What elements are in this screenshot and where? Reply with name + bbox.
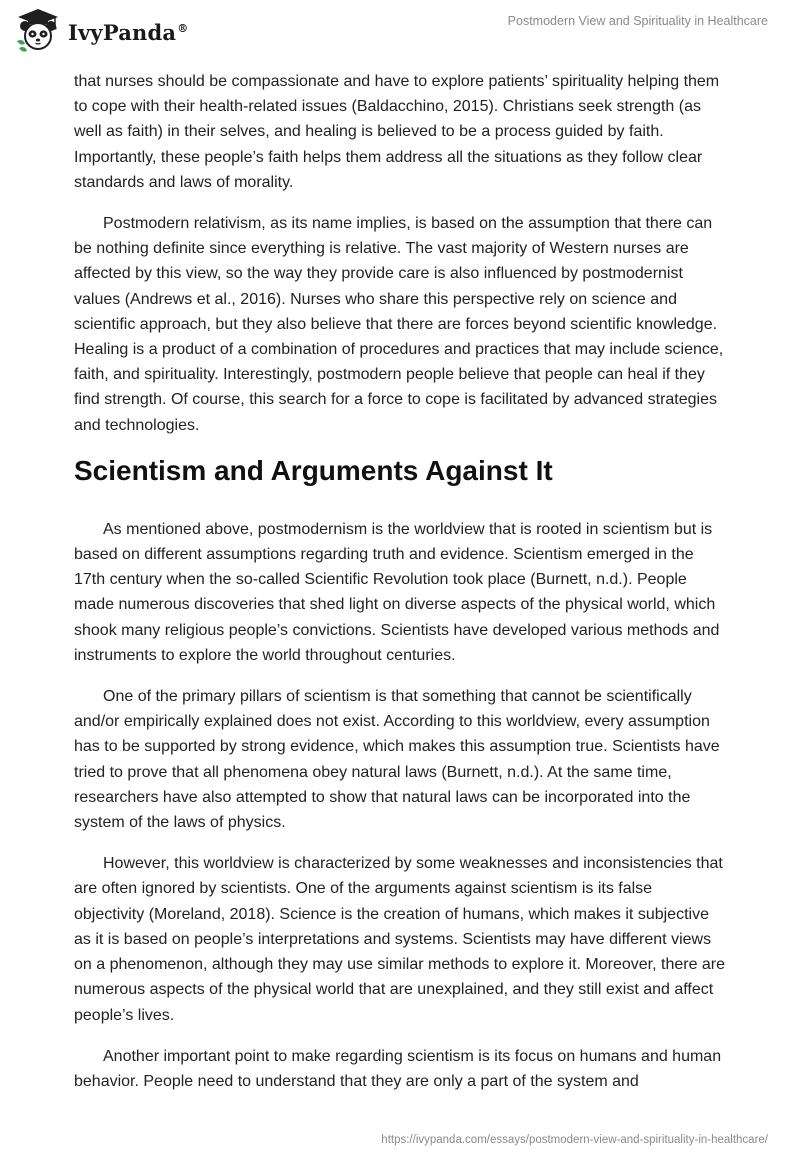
brand-name [68,20,188,45]
paragraph: Postmodern relativism, as its name implies, is based on the assumption that there can be nothing definite since everything is relative. The vast majority of Western nurses are affected by this view, so the way they provide care is also influenced by postmodernist values (Andrews et al., 2016). Nurses who share this perspective rely on science and scientific approach, but they also believe that there are forces beyond scientific knowledge. Healing is a product of a combination of procedures and practices that may include science, faith, and spirituality. Interestingly, postmodern people believe that people can heal if they find strength. Of course, this search for a force to cope is facilitated by advanced strategies and technologies. [74,215,724,434]
section-heading: Scientism and Arguments Against It [74,454,553,486]
paragraph: However, this worldview is characterized by some weaknesses and inconsistencies that are often ignored by scientists. One of the arguments against scientism is its false objectivity (Moreland, 2018). Science is the creation of humans, which makes it subjective as it is based on people’s interpretations and systems. Scientists may have different views on a phenomenon, although they may use similar methods to explore it. Moreover, there are numerous aspects of the physical world that are unexplained, and they still exist and affect people’s lives. [74,855,726,1024]
source-url[interactable]: https://ivypanda.com/essays/postmodern-view-and-spirituality-in-healthcare/ [381,1134,768,1146]
paragraph: that nurses should be compassionate and have to explore patients’ spirituality helping them to cope with their health-related issues (Baldacchino, 2015). Christians seek strength (as well as faith) in their selves, and healing is believed to be a process guided by faith. Importantly, these people’s faith helps them address all the situations as they follow clear standards and laws of morality. [74,73,720,191]
paragraph: One of the primary pillars of scientism is that something that cannot be scientifically and/or empirically explained does not exist. According to this worldview, every assumption has to be supported by strong evidence, which makes this assumption true. Scientists have tried to prove that all phenomena obey natural laws (Burnett, n.d.). At the same time, researchers have also attempted to show that natural laws can be incorporated into the system of the laws of physics. [74,688,720,832]
panda-graduate-icon [14,6,62,59]
paragraph: Another important point to make regarding scientism is its focus on humans and human behavior. People need to understand that they are only a part of the system and [74,1047,722,1090]
essay-content [74,69,726,1110]
ivypanda-logo[interactable] [14,8,214,56]
document-title: Postmodern View and Spirituality in Healthcare [507,14,768,28]
page-header [0,0,800,62]
registered-mark: ® [177,21,189,35]
brand-name-text: IvyPanda [68,19,177,45]
paragraph: As mentioned above, postmodernism is the worldview that is rooted in scientism but is based on different assumptions regarding truth and evidence. Scientism emerged in the 17th century when the so-called Scientific Revolution took place (Burnett, n.d.). People made numerous discoveries that shed light on diverse aspects of the physical world, which shook many religious people’s convictions. Scientists have developed various methods and instruments to explore the world throughout centuries. [74,520,720,664]
